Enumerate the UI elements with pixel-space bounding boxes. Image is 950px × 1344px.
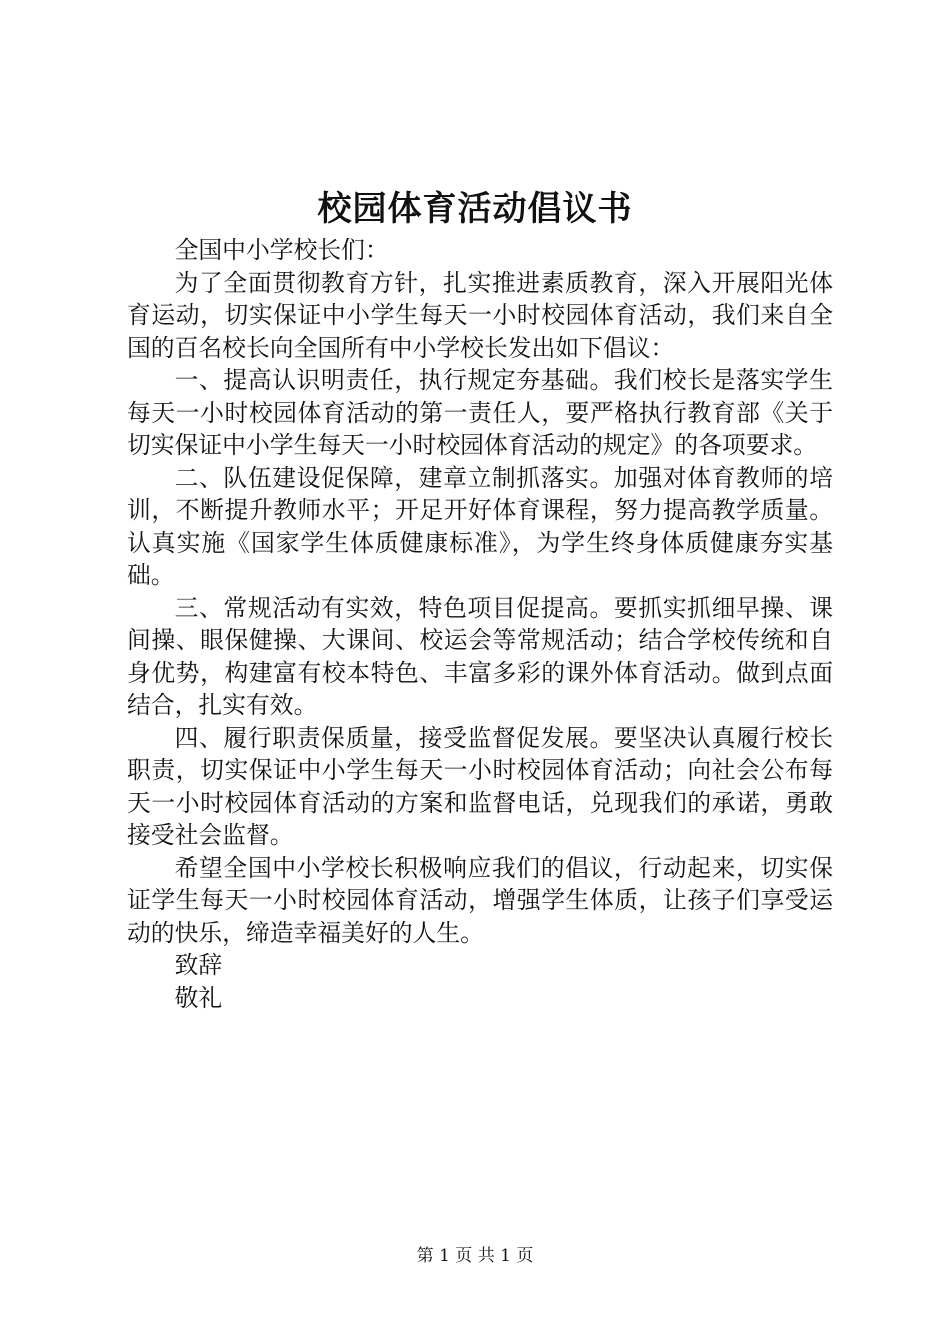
paragraph-conclusion: 希望全国中小学校长积极响应我们的倡议，行动起来，切实保证学生每天一小时校园体育活动，增强学生体质，让孩子们享受运动的快乐，缔造幸福美好的人生。 [127,853,833,947]
salutation: 全国中小学校长们： [174,236,389,264]
closing-line-2: 敬礼 [174,983,223,1012]
document-body [127,234,833,1014]
document-title: 校园体育活动倡议书 [317,189,633,229]
paragraph-point-1: 一、提高认识明责任，执行规定夯基础。我们校长是落实学生每天一小时校园体育活动的第一责任人，要严格执行教育部《关于切实保证中小学生每天一小时校园体育活动的规定》的各项要求。 [127,366,833,459]
paragraph-point-2: 二、队伍建设促保障，建章立制抓落实。加强对体育教师的培训，不断提升教师水平；开足开好体育课程，努力提高教学质量。认真实施《国家学生体质健康标准》，为学生终身体质健康夯实基础。 [127,463,833,589]
page-number-footer: 第 1 页 共 1 页 [416,1246,534,1266]
paragraph-point-4: 四、履行职责保质量，接受监督促发展。要坚决认真履行校长职责，切实保证中小学生每天一小时校园体育活动；向社会公布每天一小时校园体育活动的方案和监督电话，兑现我们的承诺，勇敢接受社会监督。 [127,723,833,849]
paragraph-intro: 为了全面贯彻教育方针，扎实推进素质教育，深入开展阳光体育运动，切实保证中小学生每天一小时校园体育活动，我们来自全国的百名校长向全国所有中小学校长发出如下倡议： [127,268,833,362]
closing-line-1: 致辞 [174,951,223,979]
paragraph-point-3: 三、常规活动有实效，特色项目促提高。要抓实抓细早操、课间操、眼保健操、大课间、校运会等常规活动；结合学校传统和自身优势，构建富有校本特色、丰富多彩的课外体育活动。做到点面结合，扎实有效。 [127,593,833,719]
